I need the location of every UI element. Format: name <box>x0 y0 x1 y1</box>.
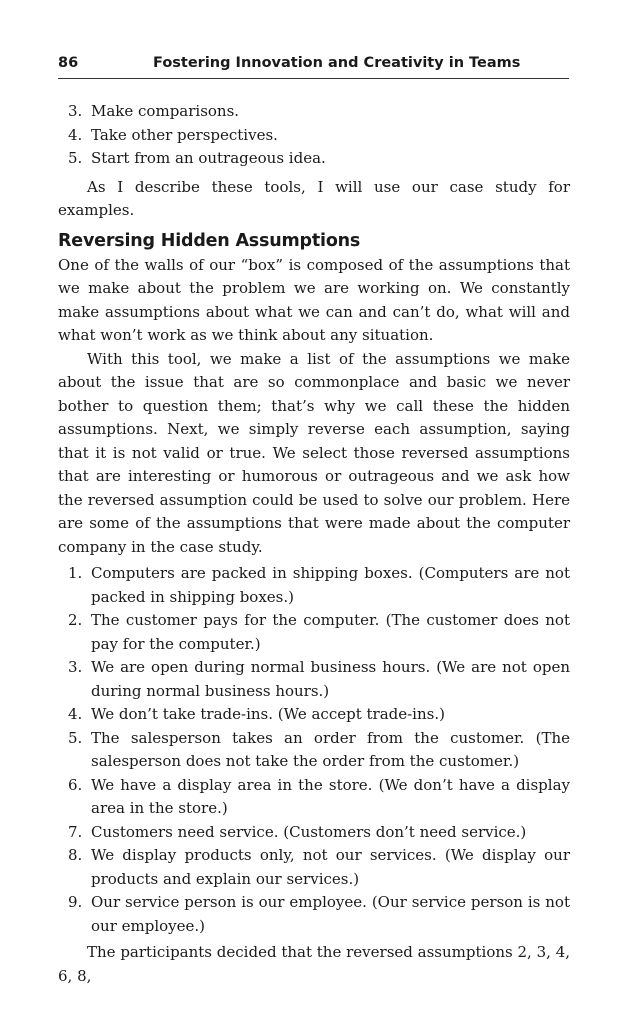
list-item: 3. We are open during normal business hours. (We are not open during normal business hours.) <box>68 658 570 700</box>
running-header <box>58 54 569 79</box>
list-item: 8. We display products only, not our services. (We display our products and explain our services.) <box>68 846 570 888</box>
closing-paragraph: The participants decided that the reversed assumptions 2, 3, 4, 6, 8, <box>58 943 570 985</box>
list-item: 4. Take other perspectives. <box>68 125 278 144</box>
list-item: 5. The salesperson takes an order from the customer. (The salesperson does not take the order from the customer.) <box>68 728 570 770</box>
page-number: 86 <box>58 55 79 71</box>
section-heading: Reversing Hidden Assumptions <box>58 230 361 251</box>
list-item: 1. Computers are packed in shipping boxes. (Computers are not packed in shipping boxes.) <box>68 564 570 606</box>
list-item: 5. Start from an outrageous idea. <box>68 149 326 167</box>
list-item: 7. Customers need service. (Customers don’t need service.) <box>68 822 527 841</box>
list-item: 2. The customer pays for the computer. (The customer does not pay for the computer.) <box>68 611 570 653</box>
intro-paragraph: As I describe these tools, I will use our case study for examples. <box>58 177 570 219</box>
paragraph: One of the walls of our “box” is composed of the assumptions that we make about the problem we are working on. We constantly make assumptions about what we can and can’t do, what will and what won’t work as we think about any situation. <box>58 255 570 344</box>
tools-list <box>58 100 570 171</box>
list-item: 3. Make comparisons. <box>68 102 240 120</box>
list-item: 9. Our service person is our employee. (Our service person is not our employee.) <box>68 893 570 935</box>
assumptions-list <box>58 562 570 938</box>
list-item: 6. We have a display area in the store. (We don’t have a display area in the store.) <box>68 775 570 817</box>
paragraph: With this tool, we make a list of the assumptions we make about the issue that are so commonplace and basic we never bother to question them; that’s why we call these the hidden assumptions. Next, we simply reverse each assumption, saying that it is not valid or true. We select those reversed assumptions that are interesting or humorous or outrageous and we ask how the reversed assumption could be used to solve our problem. Here are some of the assumptions that were made about the computer company in the case study. <box>58 349 570 556</box>
page-body <box>58 100 570 988</box>
list-item: 4. We don’t take trade-ins. (We accept trade-ins.) <box>68 705 445 723</box>
running-title: Fostering Innovation and Creativity in Teams <box>153 55 521 71</box>
